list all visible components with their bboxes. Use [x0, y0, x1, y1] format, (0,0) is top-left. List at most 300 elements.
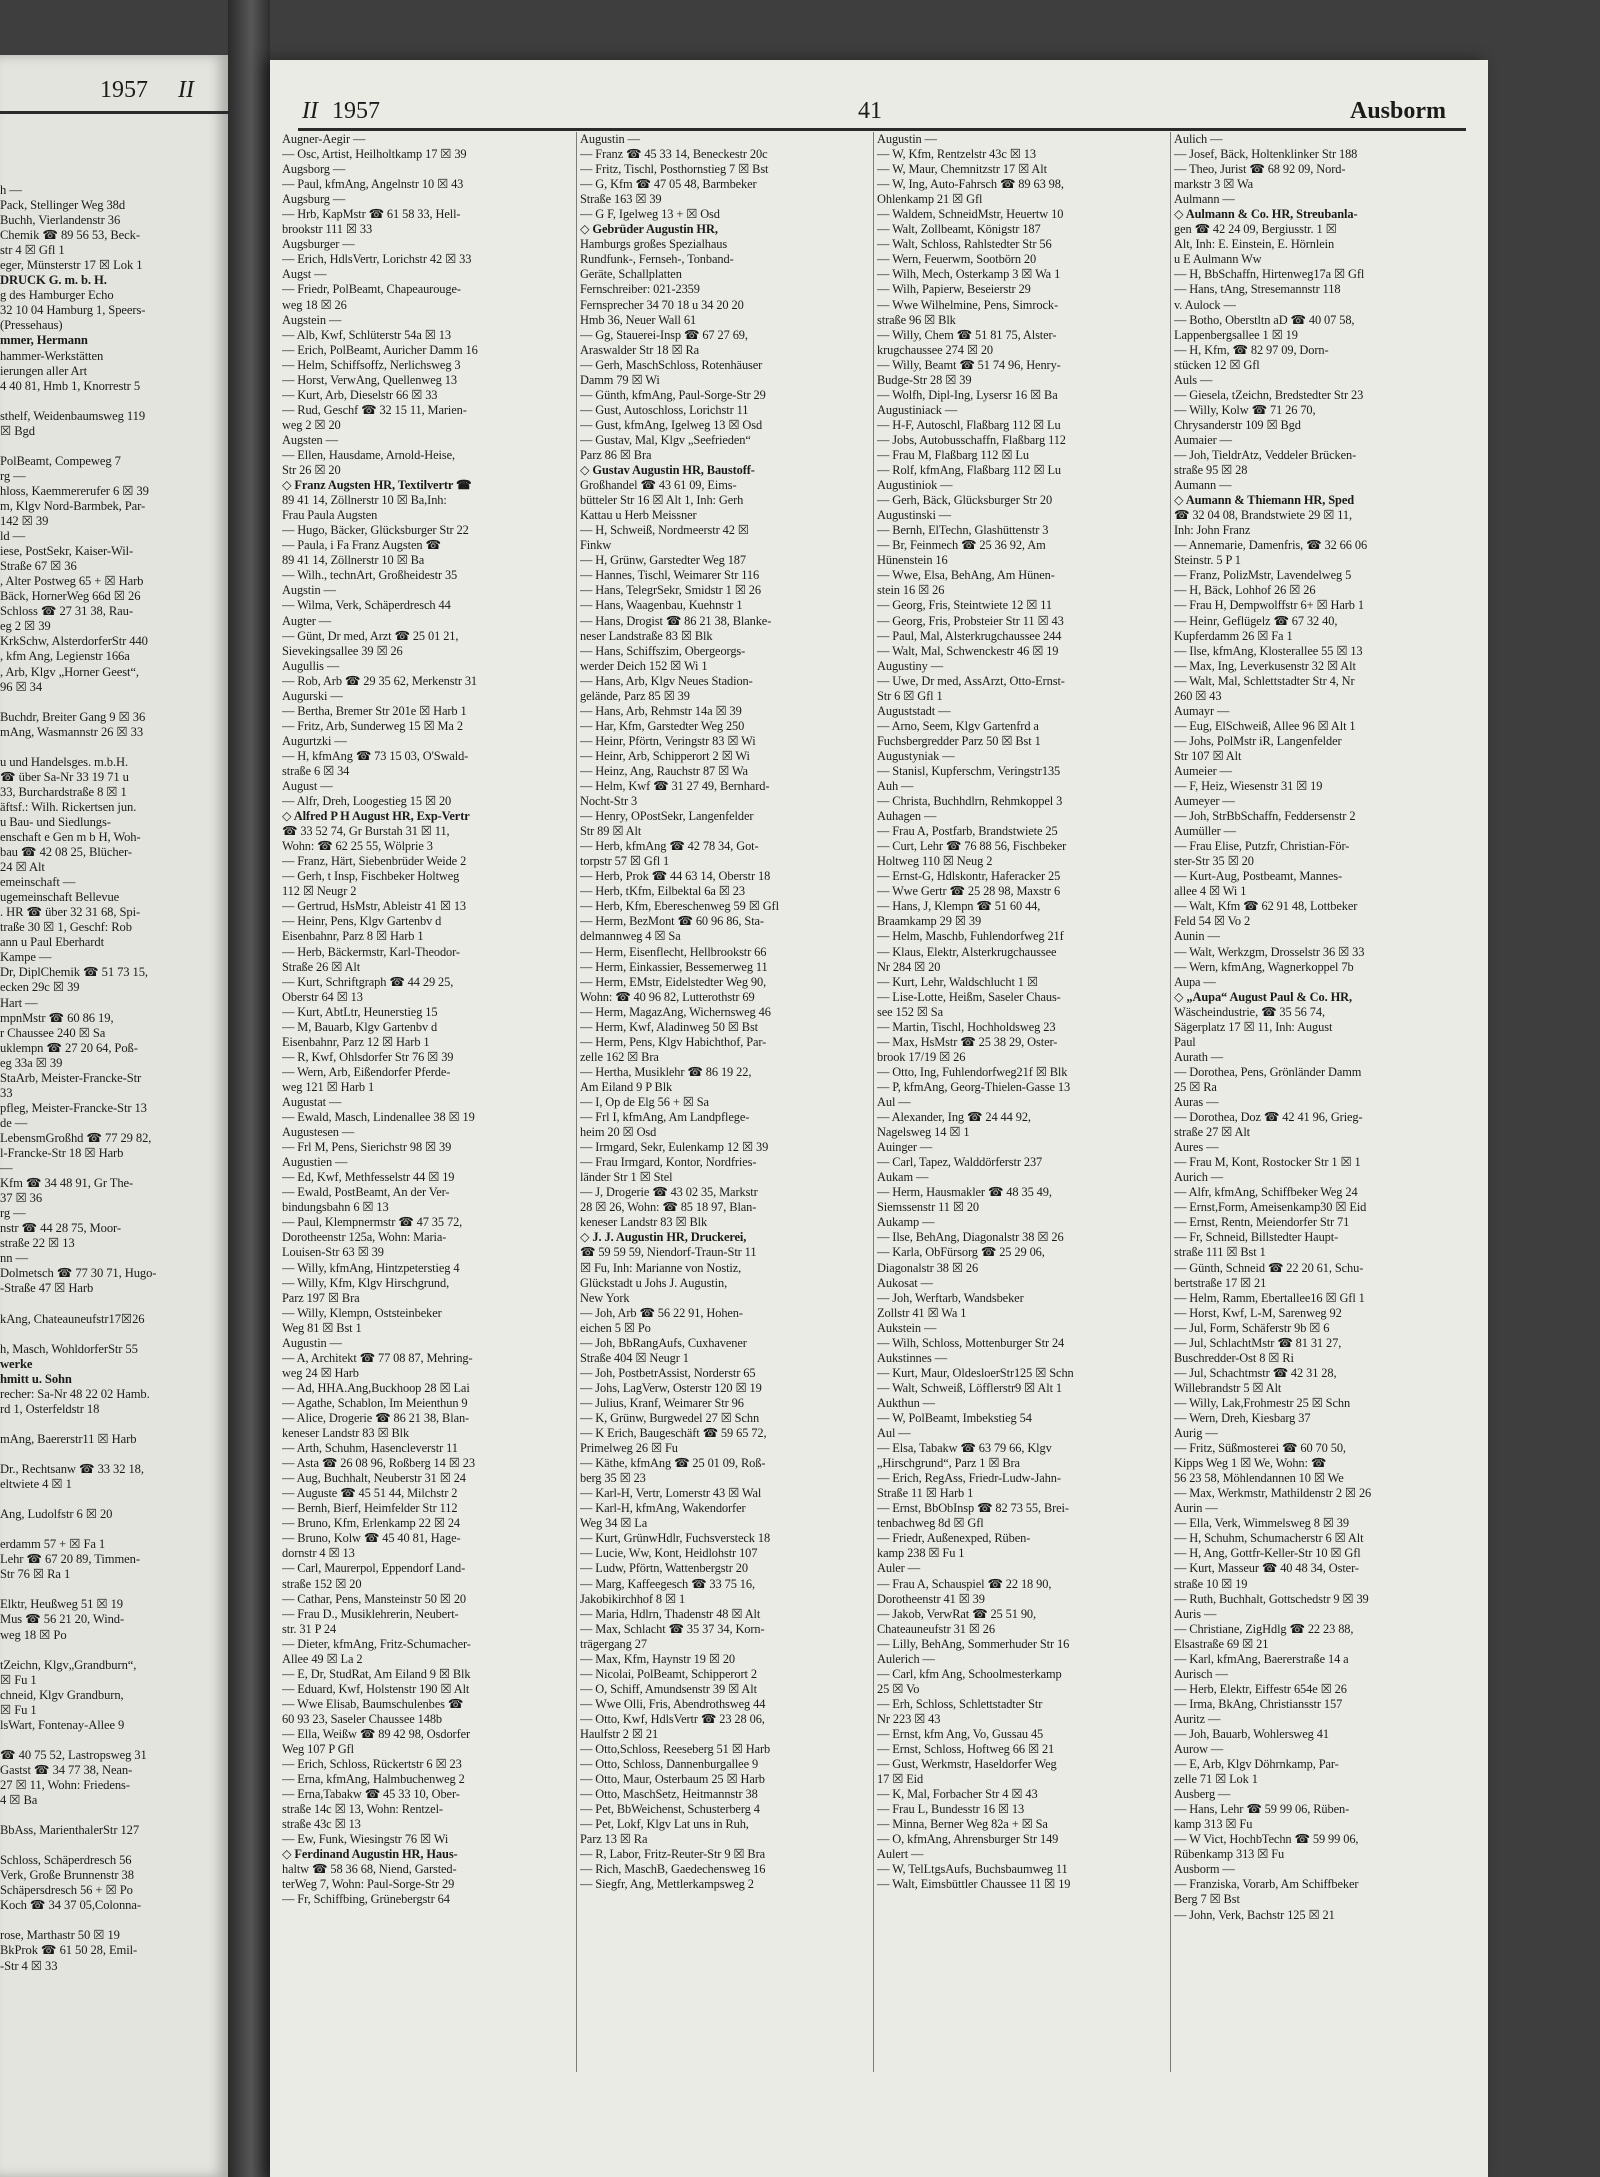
right-header-rule — [298, 128, 1466, 131]
directory-entry-line: Straße 163 ☒ 39 — [580, 192, 662, 207]
directory-entry-line: weg 24 ☒ Harb — [282, 1365, 359, 1380]
directory-entry-line: — Erich, Schloss, Rückertstr 6 ☒ 23 — [282, 1757, 462, 1772]
directory-entry-line: enschaft e Gen m b H, Woh- — [0, 830, 141, 845]
directory-entry-line: Str 26 ☒ 20 — [282, 463, 341, 478]
directory-entry-line: Chateauneufstr 31 ☒ 26 — [877, 1621, 995, 1636]
directory-entry-line: Augner-Aegir — — [282, 132, 366, 146]
directory-entry-line: Auritz — — [1174, 1711, 1221, 1726]
directory-entry-line: Sievekingsallee 39 ☒ 26 — [282, 643, 403, 658]
directory-entry-line: Auls — — [1174, 372, 1213, 387]
directory-entry-line: — Ludw, Pförtn, Wattenbergstr 20 — [580, 1561, 748, 1576]
directory-entry-line: 25 ☒ Vo — [877, 1681, 920, 1696]
directory-entry-line: — W Vict, HochbTechn ☎ 59 99 06, — [1174, 1832, 1359, 1847]
directory-entry-line: keneser Landstr 83 ☒ Blk — [580, 1215, 708, 1230]
directory-entry-line: straße 43c ☒ 13 — [282, 1817, 361, 1832]
directory-entry-line: — Uwe, Dr med, AssArzt, Otto-Ernst- — [877, 673, 1065, 688]
directory-entry-line: markstr 3 ☒ Wa — [1174, 177, 1254, 192]
directory-entry-line: ☒ Fu 1 — [0, 1702, 37, 1717]
directory-entry-line: — Walt, Mal, Schlettstadter Str 4, Nr — [1174, 673, 1355, 688]
directory-entry-line: — Willy, Lak,Frohmestr 25 ☒ Schn — [1174, 1395, 1351, 1410]
directory-entry-line: — Georg, Fris, Probsteier Str 11 ☒ 43 — [877, 613, 1064, 628]
directory-entry-line: Augustien — — [282, 1155, 348, 1170]
directory-entry-line: — Carl, kfm Ang, Schoolmesterkamp — [877, 1666, 1062, 1681]
directory-entry-line: — Hans, Lehr ☎ 59 99 06, Rüben- — [1174, 1802, 1350, 1817]
directory-entry-line: — Ewald, PostBeamt, An der Ver- — [282, 1185, 450, 1200]
directory-entry-line — [0, 740, 214, 755]
directory-entry-line: 27 ☒ 11, Wohn: Friedens- — [0, 1777, 130, 1792]
directory-entry-line: — Helm, Schiffsoffz, Nerlichsweg 3 — [282, 357, 461, 372]
directory-entry-line: tZeichn, Klgv„Grandburn“, — [0, 1657, 137, 1672]
directory-entry-line: Schäpersdresch 56 + ☒ Po — [0, 1883, 133, 1898]
directory-entry-line: tenbachweg 8d ☒ Gfl — [877, 1516, 984, 1531]
directory-entry-line: Siemssenstr 11 ☒ 20 — [877, 1200, 980, 1215]
directory-entry-line: — O, kfmAng, Ahrensburger Str 149 — [877, 1832, 1059, 1847]
directory-entry-line: uklempn ☎ 27 20 64, Poß- — [0, 1040, 138, 1055]
directory-entry-line: straße 111 ☒ Bst 1 — [1174, 1245, 1266, 1260]
directory-entry-line: — Rob, Arb ☎ 29 35 62, Merkenstr 31 — [282, 673, 478, 688]
directory-entry-line: Rundfunk-, Fernseh-, Tonband- — [580, 252, 734, 267]
directory-entry-line: hloss, Kaemmererufer 6 ☒ 39 — [0, 483, 149, 498]
right-page-header — [270, 96, 1488, 126]
directory-entry-line: — Gertrud, HsMstr, Ableistr 41 ☒ 13 — [282, 899, 467, 914]
directory-entry-line: — Ernst, Rentn, Meiendorfer Str 71 — [1174, 1215, 1350, 1230]
directory-entry-line: Paul — [1174, 1034, 1196, 1049]
directory-entry-line: Aurisch — — [1174, 1666, 1228, 1681]
directory-entry-line: straße 96 ☒ Blk — [877, 312, 956, 327]
directory-entry-line: 4 40 81, Hmb 1, Knorrestr 5 — [0, 378, 141, 393]
directory-entry-line: — Pet, Lokf, Klgv Lat uns in Ruh, — [580, 1817, 749, 1832]
directory-entry-line: — Fr, Schneid, Billstedter Haupt- — [1174, 1230, 1339, 1245]
directory-entry-line: — Joh, TieldrAtz, Veddeler Brücken- — [1174, 447, 1357, 462]
directory-entry-line: — Otto,Schloss, Reeseberg 51 ☒ Harb — [580, 1742, 771, 1757]
directory-entry-line: — W, Kfm, Rentzelstr 43c ☒ 13 — [877, 147, 1036, 162]
directory-entry-line: — Herm, Hausmakler ☎ 48 35 49, — [877, 1185, 1052, 1200]
directory-entry-line: Oberstr 64 ☒ 13 — [282, 989, 363, 1004]
directory-entry-line: — Willy, Beamt ☎ 51 74 96, Henry- — [877, 357, 1061, 372]
directory-entry-line: Aukam — — [877, 1170, 929, 1185]
directory-entry-line: — Max, Ing, Leverkusenstr 32 ☒ Alt — [1174, 658, 1356, 673]
directory-entry-line: Steinstr. 5 P 1 — [1174, 553, 1241, 568]
directory-column-1 — [282, 132, 572, 1908]
directory-entry-line: Chemik ☎ 89 56 53, Beck- — [0, 228, 140, 243]
directory-entry-line: chneid, Klgv Grandburn, — [0, 1687, 124, 1702]
directory-entry-line: weg 121 ☒ Harb 1 — [282, 1079, 375, 1094]
directory-entry-line: Alt, Inh: E. Einstein, E. Hörnlein — [1174, 237, 1335, 252]
directory-entry-line: hammer-Werkstätten — [0, 348, 104, 363]
directory-entry-line: — Horst, Kwf, L-M, Sarenweg 92 — [1174, 1305, 1342, 1320]
directory-entry-line: , Arb, Klgv „Horner Geest“, — [0, 664, 139, 679]
directory-entry-line: — Frau M, Flaßbarg 112 ☒ Lu — [877, 447, 1029, 462]
directory-entry-line: — Stanisl, Kupferschm, Veringstr135 — [877, 763, 1061, 778]
directory-entry-line: Kampe — — [0, 950, 52, 965]
directory-entry-line: — Joh, Werftarb, Wandsbeker — [877, 1290, 1024, 1305]
directory-entry-line: rose, Marthastr 50 ☒ 19 — [0, 1928, 120, 1943]
directory-entry-line: — Johs, LagVerw, Osterstr 120 ☒ 19 — [580, 1380, 762, 1395]
directory-entry-line: werke — [0, 1356, 33, 1371]
directory-entry-line: — Ernst, Schloss, Hoftweg 66 ☒ 21 — [877, 1742, 1055, 1757]
directory-entry-line: — Ernst, kfm Ang, Vo, Gussau 45 — [877, 1726, 1044, 1741]
directory-entry-line: — Herb, Kfm, Ebereschenweg 59 ☒ Gfl — [580, 899, 779, 914]
directory-entry-line: , kfm Ang, Legienstr 166a — [0, 649, 130, 664]
directory-entry-line: — H, Schuhm, Schumacherstr 6 ☒ Alt — [1174, 1531, 1364, 1546]
directory-entry-line: Ang, Ludolfstr 6 ☒ 20 — [0, 1507, 113, 1522]
directory-entry-line: Auinger — — [877, 1140, 933, 1155]
directory-entry-line: — Irma, BkAng, Christiansstr 157 — [1174, 1696, 1343, 1711]
directory-entry-line: 112 ☒ Neugr 2 — [282, 884, 357, 899]
directory-entry-line: — Gust, kfmAng, Igelweg 13 ☒ Osd — [580, 417, 763, 432]
directory-entry-line: Pack, Stellinger Weg 38d — [0, 198, 126, 213]
directory-entry-line: — Frau H, Dempwolffstr 6+ ☒ Harb 1 — [1174, 598, 1364, 613]
directory-entry-line: brookstr 111 ☒ 33 — [282, 222, 373, 237]
directory-entry-line: (Pressehaus) — [0, 318, 63, 333]
directory-entry-line: weg 2 ☒ 20 — [282, 417, 341, 432]
directory-entry-line: ◇ Gebrüder Augustin HR, — [580, 222, 718, 237]
directory-entry-line: — Günth, kfmAng, Paul-Sorge-Str 29 — [580, 387, 766, 402]
directory-entry-line: — Willy, Chem ☎ 51 81 75, Alster- — [877, 327, 1057, 342]
directory-entry-line: — Kurt, Maur, OldesloerStr125 ☒ Schn — [877, 1365, 1074, 1380]
directory-entry-line: stein 16 ☒ 26 — [877, 583, 945, 598]
directory-entry-line: Aulich — — [1174, 132, 1223, 146]
directory-entry-line: 142 ☒ 39 — [0, 514, 49, 529]
directory-column-3 — [877, 132, 1167, 1892]
directory-entry-line: straße 27 ☒ Alt — [1174, 1125, 1251, 1140]
directory-entry-line: Aumeier — — [1174, 763, 1232, 778]
directory-entry-line: — Karl-H, kfmAng, Wakendorfer — [580, 1501, 746, 1516]
directory-entry-line: — Ad, HHA.Ang,Buckhoop 28 ☒ Lai — [282, 1380, 470, 1395]
directory-entry-line: — Gg, Stauerei-Insp ☎ 67 27 69, — [580, 327, 748, 342]
directory-entry-line: berg 35 ☒ 23 — [580, 1471, 646, 1486]
directory-entry-line: — Irmgard, Sekr, Eulenkamp 12 ☒ 39 — [580, 1140, 769, 1155]
directory-entry-line: Augustin — — [580, 132, 640, 146]
directory-entry-line: terWeg 7, Wohn: Paul-Sorge-Str 29 — [282, 1877, 455, 1892]
directory-entry-line: Aulert — — [877, 1847, 924, 1862]
directory-entry-line: — Jakob, VerwRat ☎ 25 51 90, — [877, 1606, 1037, 1621]
directory-entry-line: — Annemarie, Damenfris, ☎ 32 66 06 — [1174, 538, 1368, 553]
directory-entry-line: KrkSchw, AlsterdorferStr 440 — [0, 634, 148, 649]
directory-entry-line: — Walt, Mal, Schwenckestr 46 ☒ 19 — [877, 643, 1059, 658]
directory-entry-line: straße 14c ☒ 13, Wohn: Rentzel- — [282, 1802, 443, 1817]
directory-entry-line: — Klaus, Elektr, Alsterkrugchaussee — [877, 944, 1057, 959]
directory-entry-line: — Wwe Olli, Fris, Abendrothsweg 44 — [580, 1696, 766, 1711]
directory-entry-line: brook 17/19 ☒ 26 — [877, 1049, 966, 1064]
directory-entry-line: — Otto, MaschSetz, Heitmannstr 38 — [580, 1787, 758, 1802]
directory-entry-line: Mus ☎ 56 21 20, Wind- — [0, 1612, 125, 1627]
directory-entry-line: — G, Kfm ☎ 47 05 48, Barmbeker — [580, 177, 757, 192]
directory-entry-line: — Hans, tAng, Stresemannstr 118 — [1174, 282, 1341, 297]
directory-entry-line: delmannweg 4 ☒ Sa — [580, 929, 681, 944]
directory-entry-line: — Gerh, Bäck, Glücksburger Str 20 — [877, 493, 1053, 508]
directory-entry-line: — Hans, Schiffszim, Obergeorgs- — [580, 643, 746, 658]
directory-entry-line: — Herb, Elektr, Eiffestr 654e ☒ 26 — [1174, 1681, 1347, 1696]
directory-entry-line: Aurow — — [1174, 1742, 1224, 1757]
directory-entry-line: 96 ☒ 34 — [0, 679, 43, 694]
directory-entry-line: — Herb, tKfm, Eilbektal 6a ☒ 23 — [580, 884, 745, 899]
directory-entry-line: Weg 34 ☒ La — [580, 1516, 648, 1531]
directory-entry-line: — Franz ☎ 45 33 14, Beneckestr 20c — [580, 147, 768, 162]
column-divider — [576, 132, 577, 2072]
directory-entry-line: PolBeamt, Compeweg 7 — [0, 453, 121, 468]
directory-entry-line: — F, Heiz, Wiesenstr 31 ☒ 19 — [1174, 779, 1323, 794]
directory-entry-line: — Günth, Schneid ☎ 22 20 61, Schu- — [1174, 1260, 1364, 1275]
directory-entry-line: — G F, Igelweg 13 + ☒ Osd — [580, 207, 720, 222]
directory-entry-line: dornstr 4 ☒ 13 — [282, 1546, 355, 1561]
directory-entry-line: keneser Landstr 83 ☒ Blk — [282, 1426, 410, 1441]
directory-entry-line: 33 — [0, 1085, 13, 1100]
directory-entry-line: Louisen-Str 63 ☒ 39 — [282, 1245, 384, 1260]
directory-entry-line: neser Landstraße 83 ☒ Blk — [580, 628, 713, 643]
directory-entry-line: Auris — — [1174, 1606, 1217, 1621]
directory-entry-line: — Ernst, BbObInsp ☎ 82 73 55, Brei- — [877, 1501, 1069, 1516]
directory-entry-line: ☎ 59 59 59, Niendorf-Traun-Str 11 — [580, 1245, 757, 1260]
directory-entry-line: — Kurt, Schriftgraph ☎ 44 29 25, — [282, 974, 454, 989]
directory-entry-line: Dr., Rechtsanw ☎ 33 32 18, — [0, 1461, 144, 1476]
directory-entry-line: — Auguste ☎ 45 51 44, Milchstr 2 — [282, 1486, 458, 1501]
directory-entry-line: — Gust, Autoschloss, Lorichstr 11 — [580, 402, 749, 417]
directory-entry-line: Nr 223 ☒ 43 — [877, 1711, 941, 1726]
directory-entry-line — [0, 1733, 214, 1748]
directory-entry-line: Str 89 ☒ Alt — [580, 824, 642, 839]
directory-entry-line: Aurig — — [1174, 1426, 1218, 1441]
directory-entry-line: str. 31 P 24 — [282, 1621, 337, 1636]
directory-entry-line: — Fr, Schiffbing, Grünebergstr 64 — [282, 1892, 450, 1907]
directory-entry-line: u E Aulmann Ww — [1174, 252, 1262, 267]
directory-entry-line: kamp 238 ☒ Fu 1 — [877, 1546, 965, 1561]
directory-entry-line: emeinschaft — — [0, 875, 76, 890]
directory-entry-line: — Willy, Klempn, Oststeinbeker — [282, 1305, 442, 1320]
directory-entry-line: haltw ☎ 58 36 68, Niend, Garsted- — [282, 1862, 457, 1877]
directory-entry-line: u Bau- und Siedlungs- — [0, 814, 111, 829]
directory-entry-line: — Franz, PolizMstr, Lavendelweg 5 — [1174, 568, 1352, 583]
directory-entry-line: Elktr, Heußweg 51 ☒ 19 — [0, 1597, 123, 1612]
directory-entry-line: — Horst, VerwAng, Quellenweg 13 — [282, 372, 457, 387]
directory-entry-line: sthelf, Weidenbaumsweg 119 — [0, 408, 146, 423]
directory-entry-line: ◇ J. J. Augustin HR, Druckerei, — [580, 1230, 747, 1245]
directory-entry-line: Eisenbahnr, Parz 12 ☒ Harb 1 — [282, 1034, 430, 1049]
directory-entry-line: Am Eiland 9 P Blk — [580, 1079, 673, 1094]
directory-entry-line: bütteler Str 16 ☒ Alt 1, Inh: Gerh — [580, 493, 744, 508]
directory-entry-line: — Frau A, Postfarb, Brandstwiete 25 — [877, 824, 1058, 839]
directory-entry-line: Aumann — — [1174, 478, 1232, 493]
directory-entry-line: — Walt, Schweiß, Löfflerstr9 ☒ Alt 1 — [877, 1380, 1063, 1395]
directory-entry-line — [0, 1582, 214, 1597]
directory-entry-line: BkProk ☎ 61 50 28, Emil- — [0, 1943, 138, 1958]
directory-entry-line: ierungen aller Art — [0, 363, 88, 378]
directory-entry-line: — O, Schiff, Amundsenstr 39 ☒ Alt — [580, 1681, 757, 1696]
directory-entry-line: — Karl, kfmAng, Baererstraße 14 a — [1174, 1651, 1349, 1666]
directory-entry-line: — Frau D., Musiklehrerin, Neubert- — [282, 1606, 459, 1621]
directory-entry-line: Aurath — — [1174, 1049, 1224, 1064]
directory-entry-line: Allee 49 ☒ La 2 — [282, 1651, 363, 1666]
directory-entry-line: Ohlenkamp 21 ☒ Gfl — [877, 192, 983, 207]
directory-entry-line: August — — [282, 779, 333, 794]
directory-entry-line: — Max, Werkmstr, Mathildenstr 2 ☒ 26 — [1174, 1486, 1372, 1501]
directory-entry-line: 32 10 04 Hamburg 1, Speers- — [0, 303, 146, 318]
directory-entry-line: Hmb 36, Neuer Wall 61 — [580, 312, 697, 327]
directory-entry-line: trägergang 27 — [580, 1636, 647, 1651]
directory-entry-line: — H, Ang, Gottfr-Keller-Str 10 ☒ Gfl — [1174, 1546, 1361, 1561]
directory-entry-line: — K, Grünw, Burgwedel 27 ☒ Schn — [580, 1410, 760, 1425]
directory-entry-line: — Herb, Bäckermstr, Karl-Theodor- — [282, 944, 460, 959]
directory-entry-line: — Friedr, PolBeamt, Chapeaurouge- — [282, 282, 461, 297]
directory-entry-line: Buschredder-Ost 8 ☒ Ri — [1174, 1350, 1294, 1365]
directory-entry-line: — Kurt-Aug, Postbeamt, Mannes- — [1174, 869, 1343, 884]
directory-entry-line: Augustat — — [282, 1095, 342, 1109]
directory-entry-line: Augurtzki — — [282, 733, 347, 748]
directory-entry-line: — Willy, kfmAng, Hintzpeterstieg 4 — [282, 1260, 460, 1275]
directory-entry-line: — Christiane, ZigHdlg ☎ 22 23 88, — [1174, 1621, 1354, 1636]
directory-entry-line: Wohn: ☎ 40 96 82, Lutterothstr 69 — [580, 989, 755, 1004]
directory-entry-line: — Helm, Ramm, Ebertallee16 ☒ Gfl 1 — [1174, 1290, 1365, 1305]
directory-entry-line: 89 41 14, Zöllnerstr 10 ☒ Ba,Inh: — [282, 493, 447, 508]
directory-entry-line: Auh — — [877, 779, 914, 794]
directory-entry-line: ◇ Aumann & Thiemann HR, Sped — [1174, 493, 1355, 508]
directory-entry-line: DRUCK G. m. b. H. — [0, 273, 107, 288]
directory-entry-line: Aumayr — — [1174, 703, 1230, 718]
directory-entry-line: — Osc, Artist, Heilholtkamp 17 ☒ 39 — [282, 147, 467, 162]
directory-entry-line: — Bernh, ElTechn, Glashüttenstr 3 — [877, 523, 1049, 538]
directory-entry-line: Auras — — [1174, 1095, 1219, 1109]
directory-entry-line: — Otto, Kwf, HdlsVertr ☎ 23 28 06, — [580, 1711, 765, 1726]
directory-entry-line: recher: Sa-Nr 48 22 02 Hamb. — [0, 1386, 150, 1401]
directory-entry-line: — Siegfr, Ang, Mettlerkampsweg 2 — [580, 1877, 754, 1892]
directory-entry-line: stücken 12 ☒ Gfl — [1174, 357, 1260, 372]
directory-entry-line — [0, 695, 214, 710]
directory-entry-line: iese, PostSekr, Kaiser-Wil- — [0, 544, 134, 559]
directory-entry-line: — Paul, Klempnermstr ☎ 47 35 72, — [282, 1215, 463, 1230]
directory-entry-line: straße 6 ☒ 34 — [282, 763, 350, 778]
directory-entry-line: — Hans, Waagenbau, Kuehnstr 1 — [580, 598, 743, 613]
directory-entry-line: — Aug, Buchhalt, Neuberstr 31 ☒ 24 — [282, 1471, 466, 1486]
right-header-year: 1957 — [332, 98, 380, 124]
directory-entry-line: — Johs, PolMstr iR, Langenfelder — [1174, 733, 1342, 748]
directory-entry-line: Parz 197 ☒ Bra — [282, 1290, 360, 1305]
directory-entry-line: — Hans, Arb, Klgv Neues Stadion- — [580, 673, 753, 688]
directory-entry-line: — K, Mal, Forbacher Str 4 ☒ 43 — [877, 1787, 1038, 1802]
directory-entry-line: — H, Kfm, ☎ 82 97 09, Dorn- — [1174, 342, 1329, 357]
directory-entry-line: Ausborm — — [1174, 1862, 1235, 1877]
directory-entry-line: — Ilse, BehAng, Diagonalstr 38 ☒ 26 — [877, 1230, 1064, 1245]
directory-entry-line: g des Hamburger Echo — [0, 288, 114, 303]
directory-entry-line: — Joh, StrBbSchaffn, Feddersenstr 2 — [1174, 809, 1356, 824]
directory-entry-line: — Frau Irmgard, Kontor, Nordfries- — [580, 1155, 757, 1170]
directory-entry-line: — Hertha, Musiklehr ☎ 86 19 22, — [580, 1064, 752, 1079]
directory-entry-line: — Ilse, kfmAng, Klosterallee 55 ☒ 13 — [1174, 643, 1363, 658]
directory-entry-line: Aukthun — — [877, 1395, 935, 1410]
directory-entry-line: Buchdr, Breiter Gang 9 ☒ 36 — [0, 709, 146, 724]
directory-entry-line: Hamburgs großes Spezialhaus — [580, 237, 728, 252]
directory-entry-line: l-Francke-Str 18 ☒ Harb — [0, 1146, 124, 1160]
directory-entry-line: Augustesen — — [282, 1125, 355, 1140]
directory-entry-line: Inh: John Franz — [1174, 523, 1251, 538]
directory-entry-line: Großhandel ☎ 43 61 09, Eims- — [580, 478, 737, 493]
directory-entry-line: Aunin — — [1174, 929, 1220, 944]
directory-entry-line: ☎ 40 75 52, Lastropsweg 31 — [0, 1747, 147, 1762]
directory-entry-line: — Kurt, GrünwHdlr, Fuchsversteck 18 — [580, 1531, 771, 1546]
directory-entry-line: — Jobs, Autobusschaffn, Flaßbarg 112 — [877, 432, 1066, 447]
directory-entry-line: Augstin — — [282, 583, 336, 598]
directory-entry-line: — Erich, RegAss, Friedr-Ludw-Jahn- — [877, 1471, 1061, 1486]
directory-entry-line: Dr, DiplChemik ☎ 51 73 15, — [0, 965, 148, 980]
directory-entry-line: Aumeyer — — [1174, 794, 1235, 809]
directory-entry-line: Aul — — [877, 1426, 911, 1441]
directory-entry-line: — Rud, Geschf ☎ 32 15 11, Marien- — [282, 402, 467, 417]
directory-entry-line: krugchaussee 274 ☒ 20 — [877, 342, 994, 357]
directory-entry-line: Kattau u Herb Meissner — [580, 508, 697, 523]
directory-entry-line: ugemeinschaft Bellevue — [0, 890, 120, 905]
directory-entry-line: — Herm, Pens, Klgv Habichthof, Par- — [580, 1034, 767, 1049]
directory-entry-line: — Herm, BezMont ☎ 60 96 86, Sta- — [580, 914, 764, 929]
directory-entry-line: bindungsbahn 6 ☒ 13 — [282, 1200, 389, 1215]
directory-entry-line: — W, Maur, Chemnitzstr 17 ☒ Alt — [877, 162, 1047, 177]
directory-entry-line: Aumüller — — [1174, 824, 1236, 839]
directory-entry-line: Aul — — [877, 1095, 911, 1109]
directory-entry-line: — Julius, Kranf, Weimarer Str 96 — [580, 1395, 744, 1410]
directory-entry-line: — Wern, Arb, Eißendorfer Pferde- — [282, 1064, 451, 1079]
directory-entry-line: — Herm, MagazAng, Wichernsweg 46 — [580, 1004, 771, 1019]
left-page-header — [0, 75, 228, 105]
directory-entry-line: Augter — — [282, 613, 332, 628]
directory-entry-line: — Kurt, AbtLtr, Heunerstieg 15 — [282, 1004, 438, 1019]
directory-entry-line: 60 93 23, Saseler Chaussee 148b — [282, 1711, 443, 1726]
directory-entry-line: — Gustav, Mal, Klgv „Seefrieden“ — [580, 432, 751, 447]
directory-entry-line: — Wern, Feuerwm, Sootbörn 20 — [877, 252, 1037, 267]
column-divider — [873, 132, 874, 2072]
directory-entry-line: — Friedr, Außenexped, Rüben- — [877, 1531, 1031, 1546]
directory-entry-line: — Eug, ElSchweiß, Allee 96 ☒ Alt 1 — [1174, 718, 1356, 733]
directory-entry-line: Aupa — — [1174, 974, 1216, 989]
directory-entry-line: — Ruth, Buchhalt, Gottschedstr 9 ☒ 39 — [1174, 1591, 1369, 1606]
directory-entry-line: Buchh, Vierlandenstr 36 — [0, 213, 121, 228]
directory-entry-line: — Bernh, Bierf, Heimfelder Str 112 — [282, 1501, 458, 1516]
directory-entry-line: Braamkamp 29 ☒ 39 — [877, 914, 982, 929]
directory-entry-line: ☎ 32 04 08, Brandstwiete 29 ☒ 11, — [1174, 508, 1352, 523]
directory-entry-line: — Wwe Wilhelmine, Pens, Simrock- — [877, 297, 1058, 312]
directory-entry-line: h, Masch, WohldorferStr 55 — [0, 1341, 138, 1356]
directory-entry-line: eger, Münsterstr 17 ☒ Lok 1 — [0, 258, 143, 273]
directory-entry-line: Kipps Weg 1 ☒ We, Wohn: ☎ — [1174, 1456, 1327, 1471]
directory-entry-line: Augurski — — [282, 688, 343, 703]
directory-entry-line: Aukstinnes — — [877, 1350, 948, 1365]
directory-entry-line: — Walt, Kfm ☎ 62 91 48, Lottbeker — [1174, 899, 1358, 914]
directory-entry-line: Zollstr 41 ☒ Wa 1 — [877, 1305, 967, 1320]
directory-entry-line: — Giesela, tZeichn, Bredstedter Str 23 — [1174, 387, 1364, 402]
directory-entry-line — [0, 1296, 214, 1311]
directory-entry-line: Rübenkamp 313 ☒ Fu — [1174, 1847, 1285, 1862]
directory-entry-line: — Har, Kfm, Garstedter Weg 250 — [580, 718, 745, 733]
directory-entry-line — [0, 1838, 214, 1853]
directory-entry-line: Wohn: ☎ 62 25 55, Wölprie 3 — [282, 839, 433, 854]
directory-entry-line: Straße 67 ☒ 36 — [0, 559, 77, 574]
directory-entry-line: — Bruno, Kfm, Erlenkamp 22 ☒ 24 — [282, 1516, 461, 1531]
directory-entry-line: — Frau L, Bundesstr 16 ☒ 13 — [877, 1802, 1025, 1817]
directory-entry-line: — Gust, Werkmstr, Haseldorfer Weg — [877, 1757, 1057, 1772]
directory-entry-line: — Fritz, Tischl, Posthornstieg 7 ☒ Bst — [580, 162, 769, 177]
directory-entry-line: — Ew, Funk, Wiesingstr 76 ☒ Wi — [282, 1832, 449, 1847]
directory-entry-line: 260 ☒ 43 — [1174, 688, 1222, 703]
directory-entry-line: str 4 ☒ Gfl 1 — [0, 243, 65, 258]
directory-entry-line: — Botho, Oberstltn aD ☎ 40 07 58, — [1174, 312, 1355, 327]
directory-entry-line: straße 22 ☒ 13 — [0, 1236, 75, 1251]
directory-entry-line: ◇ Franz Augsten HR, Textilvertr ☎ — [282, 478, 472, 493]
directory-entry-line: mmer, Hermann — [0, 333, 88, 348]
directory-entry-line — [0, 1643, 214, 1658]
directory-entry-line: — Herb, kfmAng ☎ 42 78 34, Got- — [580, 839, 759, 854]
directory-entry-line: — H-F, Autoschl, Flaßbarg 112 ☒ Lu — [877, 417, 1061, 432]
directory-entry-line: — M, Bauarb, Klgv Gartenbv d — [282, 1019, 438, 1034]
directory-entry-line: — R, Kwf, Ohlsdorfer Str 76 ☒ 39 — [282, 1049, 454, 1064]
directory-entry-line: — Wilh, Schloss, Mottenburger Str 24 — [877, 1335, 1065, 1350]
directory-entry-line: — Elsa, Tabakw ☎ 63 79 66, Klgv — [877, 1441, 1052, 1456]
